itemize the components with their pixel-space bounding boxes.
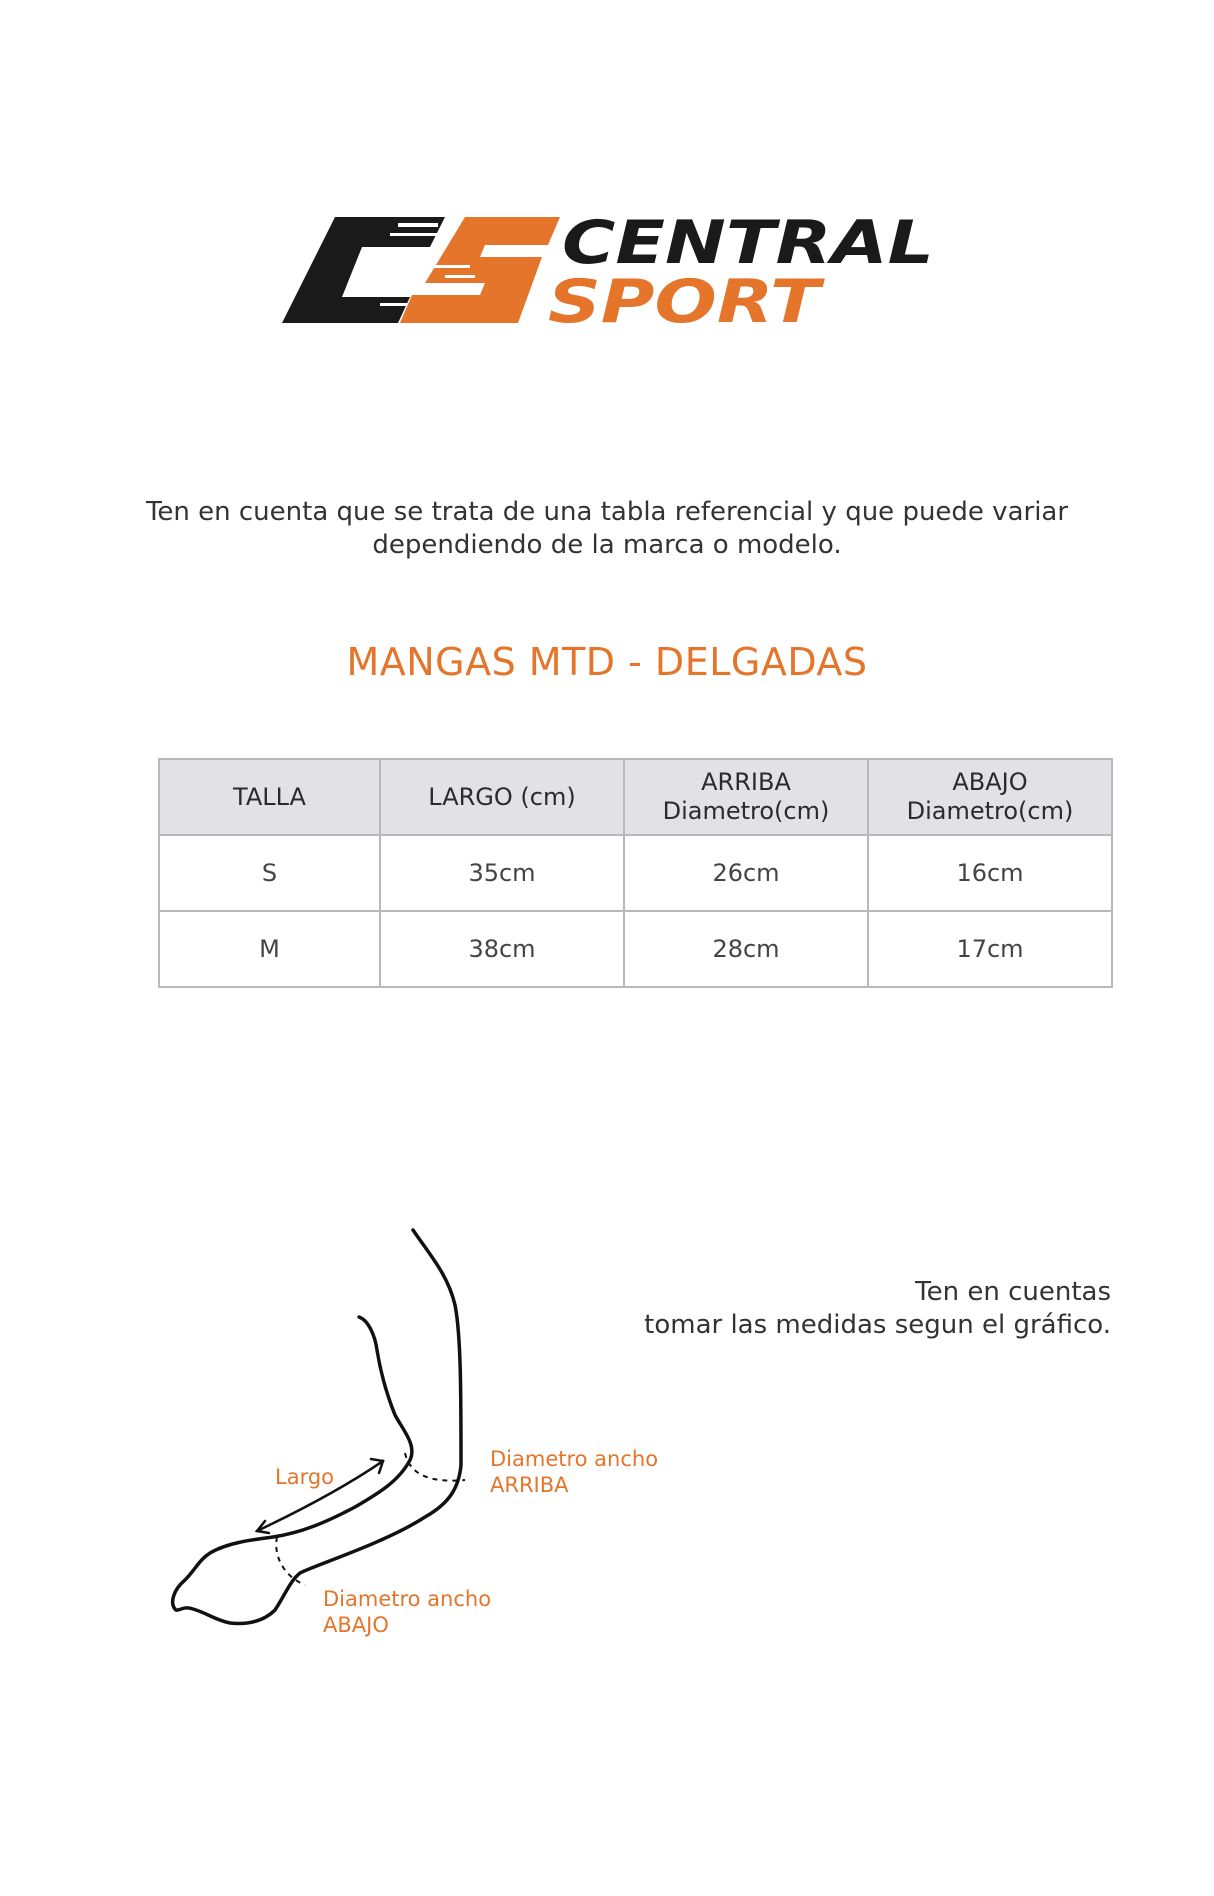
label-diametro-arriba: Diametro ancho ARRIBA: [490, 1447, 659, 1497]
note-line-1: Ten en cuentas: [915, 1277, 1111, 1307]
label-largo: Largo: [275, 1465, 335, 1489]
logo-text-central: CENTRAL: [562, 208, 934, 278]
intro-line-2: dependiendo de la marca o modelo.: [372, 530, 842, 560]
size-table: [158, 758, 1113, 988]
abajo-dashed-arc: [276, 1537, 305, 1585]
arriba-dashed-arc: [405, 1453, 465, 1481]
header-largo: LARGO (cm): [380, 759, 624, 835]
arm-outline-back: [173, 1230, 461, 1623]
header-arriba: ARRIBA Diametro(cm): [624, 759, 868, 835]
header-abajo: ABAJO Diametro(cm): [868, 759, 1112, 835]
cell-largo: 35cm: [380, 835, 624, 911]
cell-arriba: 26cm: [624, 835, 868, 911]
cell-arriba: 28cm: [624, 911, 868, 987]
central-sport-logo: [280, 205, 940, 325]
cell-largo: 38cm: [380, 911, 624, 987]
label-diametro-abajo: Diametro ancho ABAJO: [323, 1587, 492, 1637]
logo-text-sport: SPORT: [548, 267, 825, 325]
cell-talla: S: [159, 835, 380, 911]
arm-diagram: [165, 1225, 705, 1645]
table-row: [159, 835, 1112, 911]
cell-abajo: 16cm: [868, 835, 1112, 911]
intro-line-1: Ten en cuenta que se trata de una tabla referencial y que puede variar: [145, 497, 1069, 527]
table-row: [159, 911, 1112, 987]
intro-text: [100, 496, 1114, 562]
note-line-2: tomar las medidas segun el gráfico.: [644, 1310, 1111, 1340]
header-talla: TALLA: [159, 759, 380, 835]
table-header-row: [159, 759, 1112, 835]
page-title: MANGAS MTD - DELGADAS: [346, 640, 868, 684]
cell-talla: M: [159, 911, 380, 987]
cell-abajo: 17cm: [868, 911, 1112, 987]
